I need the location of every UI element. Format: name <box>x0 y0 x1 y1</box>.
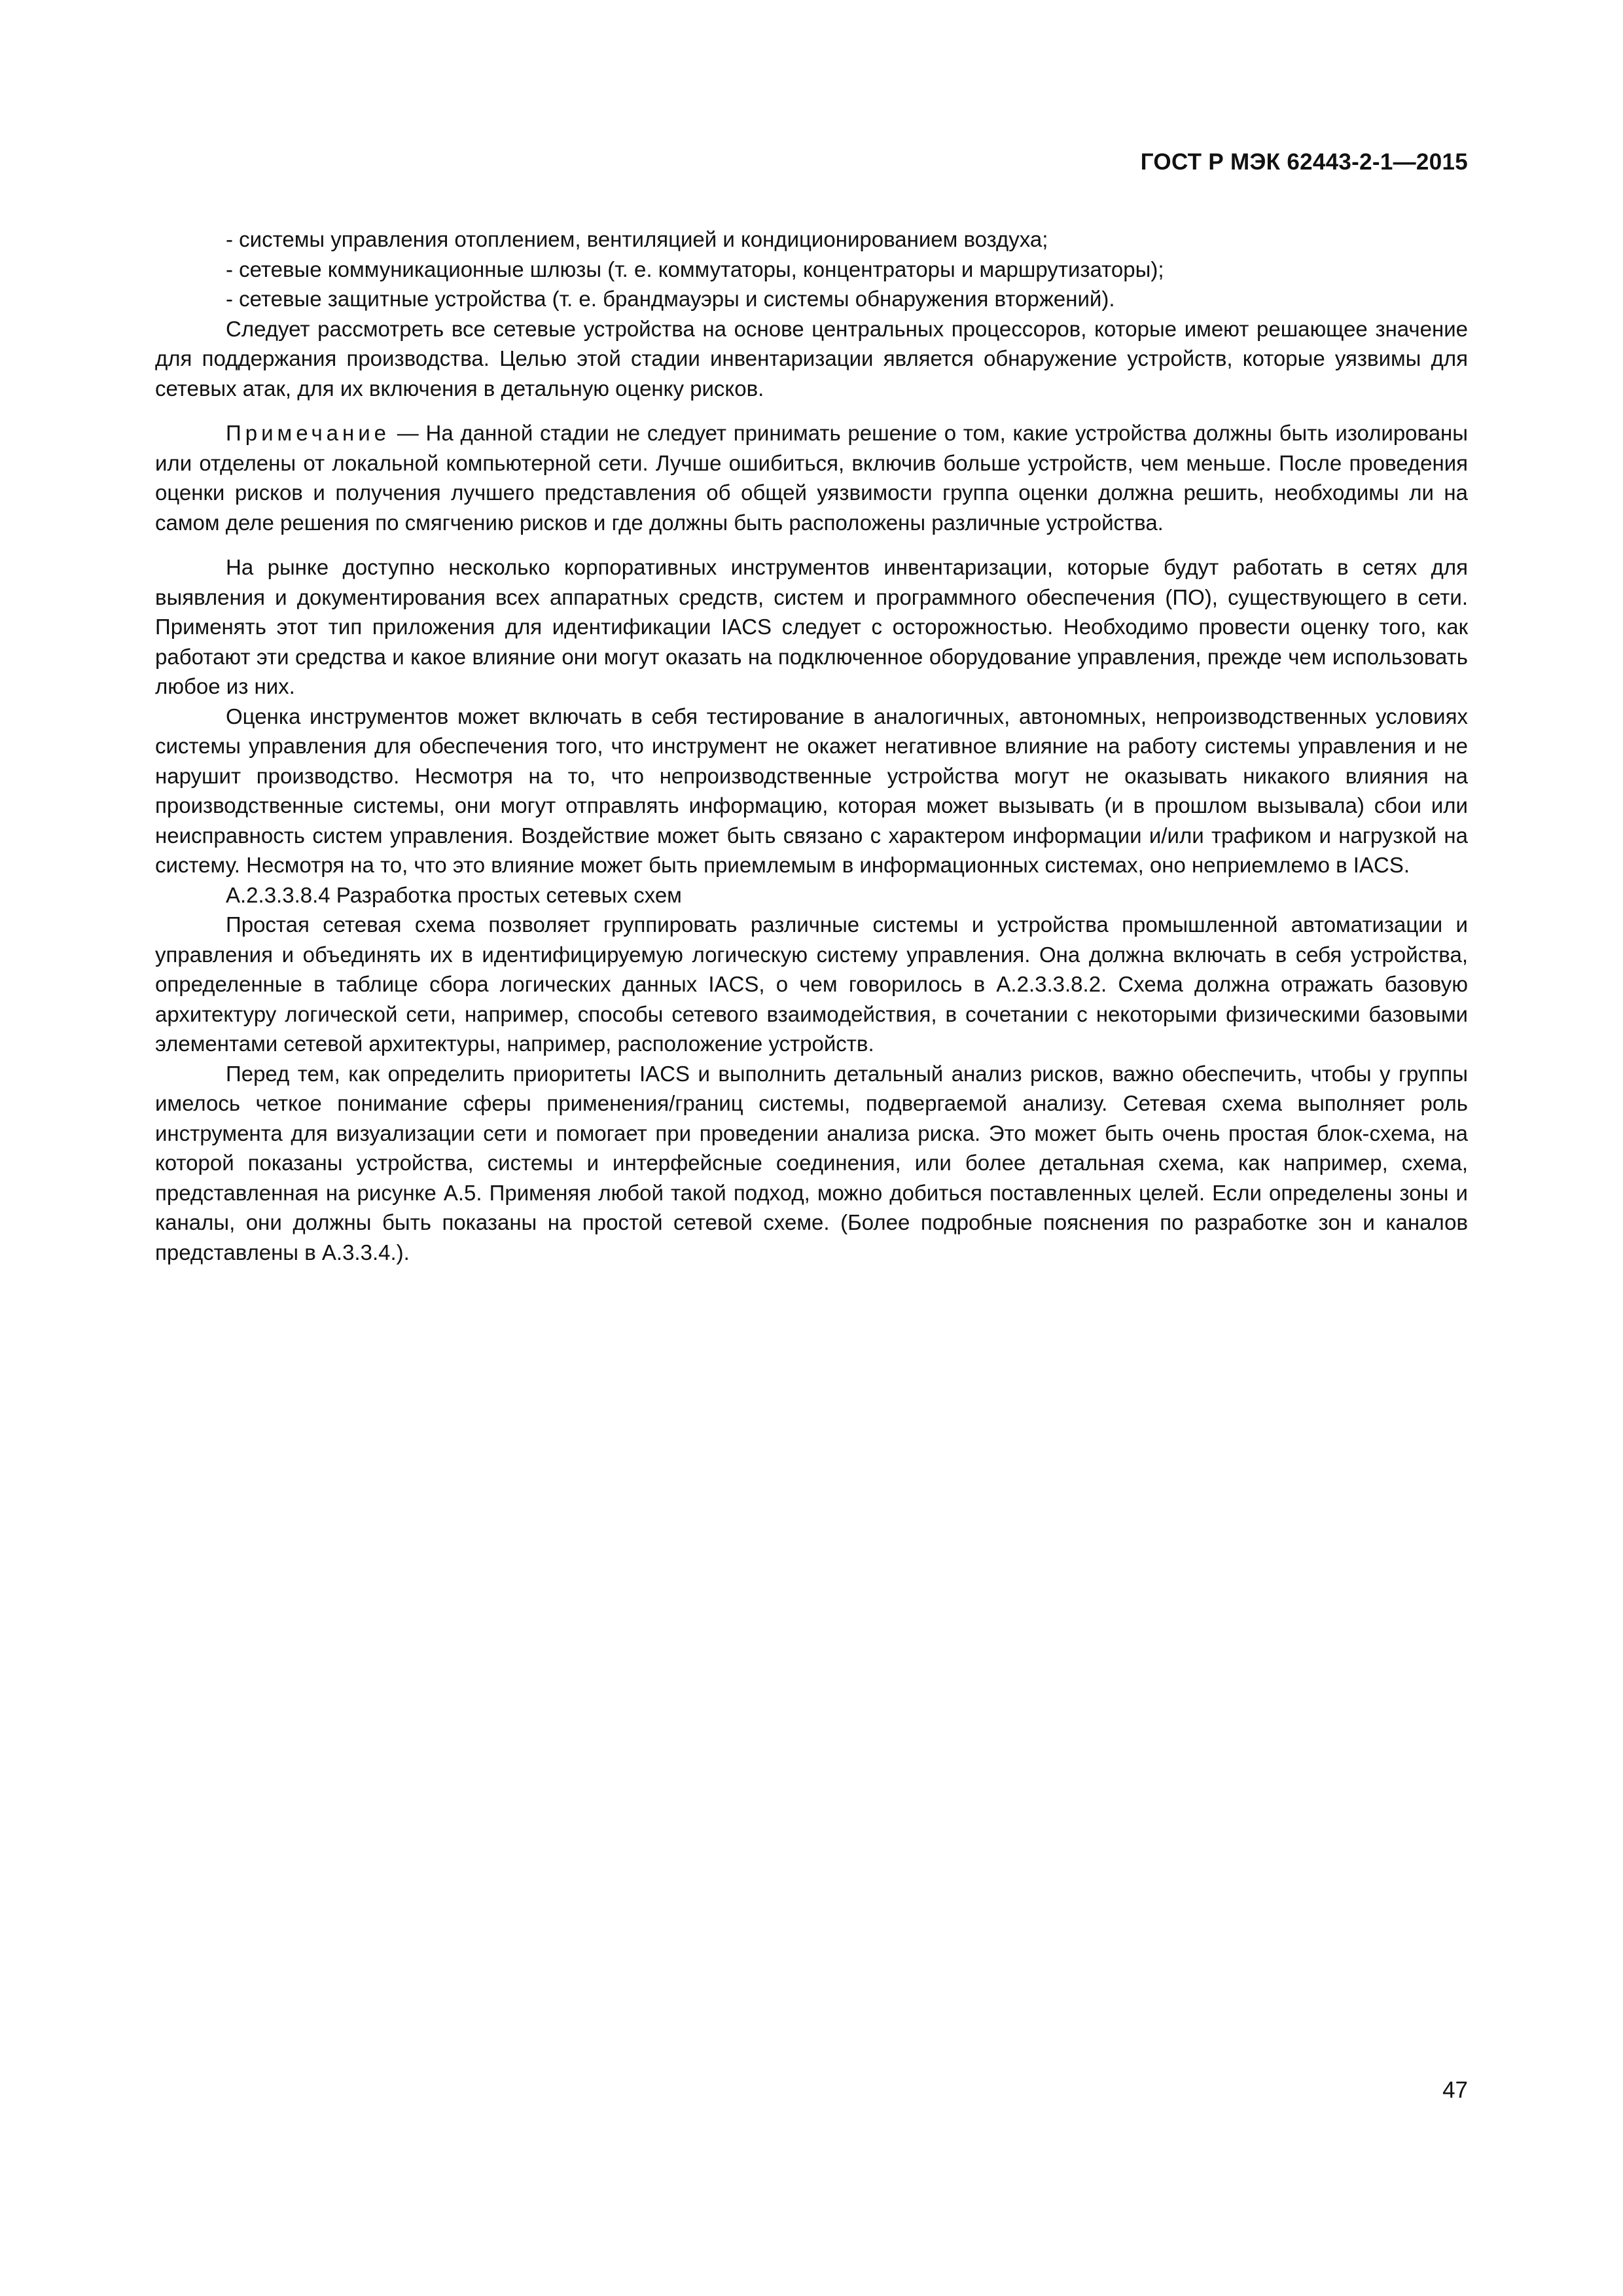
standard-header: ГОСТ Р МЭК 62443-2-1—2015 <box>1140 149 1468 175</box>
paragraph-devices: Следует рассмотреть все сетевые устройства на основе центральных процессоров, которые имеют решающее значение для поддержания производства. Целью этой стадии инвентаризации является обнаружение устройств, которые уязвимы для сетевых атак, для их включения в детальную оценку рисков. <box>155 316 1468 401</box>
paragraph-network-diagram: Простая сетевая схема позволяет группировать различные системы и устройства промышленной автоматизации и управления и объединять их в идентифицируемую логическую систему управления. Она должна включать в себя устройства, определенные в таблице сбора логических данных IACS, о чем говорилось в А.2.3.3.8.2. Схема должна отражать базовую архитектуру логической сети, например, способы сетевого взаимодействия, в сочетании с некоторыми физическими базовыми элементами сетевой архитектуры, например, расположение устройств. <box>155 912 1468 1056</box>
list-item: - сетевые коммуникационные шлюзы (т. е. коммутаторы, концентраторы и маршрутизаторы); <box>226 257 1164 281</box>
page-number: 47 <box>1442 2077 1468 2103</box>
note-text: — На данной стадии не следует принимать решение о том, какие устройства должны быть изолированы или отделены от локальной компьютерной сети. Лучше ошибиться, включив больше устройств, чем меньше. После проведения оценки рисков и получения лучшего представления об общей уязвимости группа оценки должна решить, необходимы ли на самом деле решения по смягчению рисков и где должны быть расположены различные устройства. <box>155 421 1468 535</box>
paragraph-priorities: Перед тем, как определить приоритеты IACS и выполнить детальный анализ рисков, важно обеспечить, чтобы у группы имелось четкое понимание сферы применения/границ системы, подвергаемой анализу. Сетевая схема выполняет роль инструмента для визуализации сети и помогает при проведении анализа риска. Это может быть очень простая блок-схема, на которой показаны устройства, системы и интерфейсные соединения, или более детальная схема, как например, схема, представленная на рисунке А.5. Применяя любой такой подход, можно добиться поставленных целей. Если определены зоны и каналы, они должны быть показаны на простой сетевой схеме. (Более подробные пояснения по разработке зон и каналов представлены в А.3.3.4.). <box>155 1061 1468 1265</box>
list-item: - системы управления отоплением, вентиляцией и кондиционированием воздуха; <box>226 227 1048 251</box>
paragraph-inventory-tools: На рынке доступно несколько корпоративных инструментов инвентаризации, которые будут работать в сетях для выявления и документирования всех аппаратных средств, систем и программного обеспечения (ПО), существующего в сети. Применять этот тип приложения для идентификации IACS следует с осторожностью. Необходимо провести оценку того, как работают эти средства и какое влияние они могут оказать на подключенное оборудование управления, прежде чем использовать любое из них. <box>155 555 1468 698</box>
note-paragraph <box>155 418 1468 537</box>
document-body <box>155 224 1468 1267</box>
note-label: Примечание <box>226 421 391 445</box>
list-item: - сетевые защитные устройства (т. е. брандмауэры и системы обнаружения вторжений). <box>226 287 1115 311</box>
section-heading: А.2.3.3.8.4 Разработка простых сетевых схем <box>226 882 682 907</box>
paragraph-tool-assessment: Оценка инструментов может включать в себя тестирование в аналогичных, автономных, непроизводственных условиях системы управления для обеспечения того, что инструмент не окажет негативное влияние на работу системы управления и не нарушит производство. Несмотря на то, что непроизводственные устройства могут не оказывать никакого влияния на производственные системы, они могут отправлять информацию, которая может вызывать (и в прошлом вызывала) сбои или неисправность систем управления. Воздействие может быть связано с характером информации и/или трафиком и нагрузкой на систему. Несмотря на то, что это влияние может быть приемлемым в информационных системах, оно неприемлемо в IACS. <box>155 704 1468 877</box>
